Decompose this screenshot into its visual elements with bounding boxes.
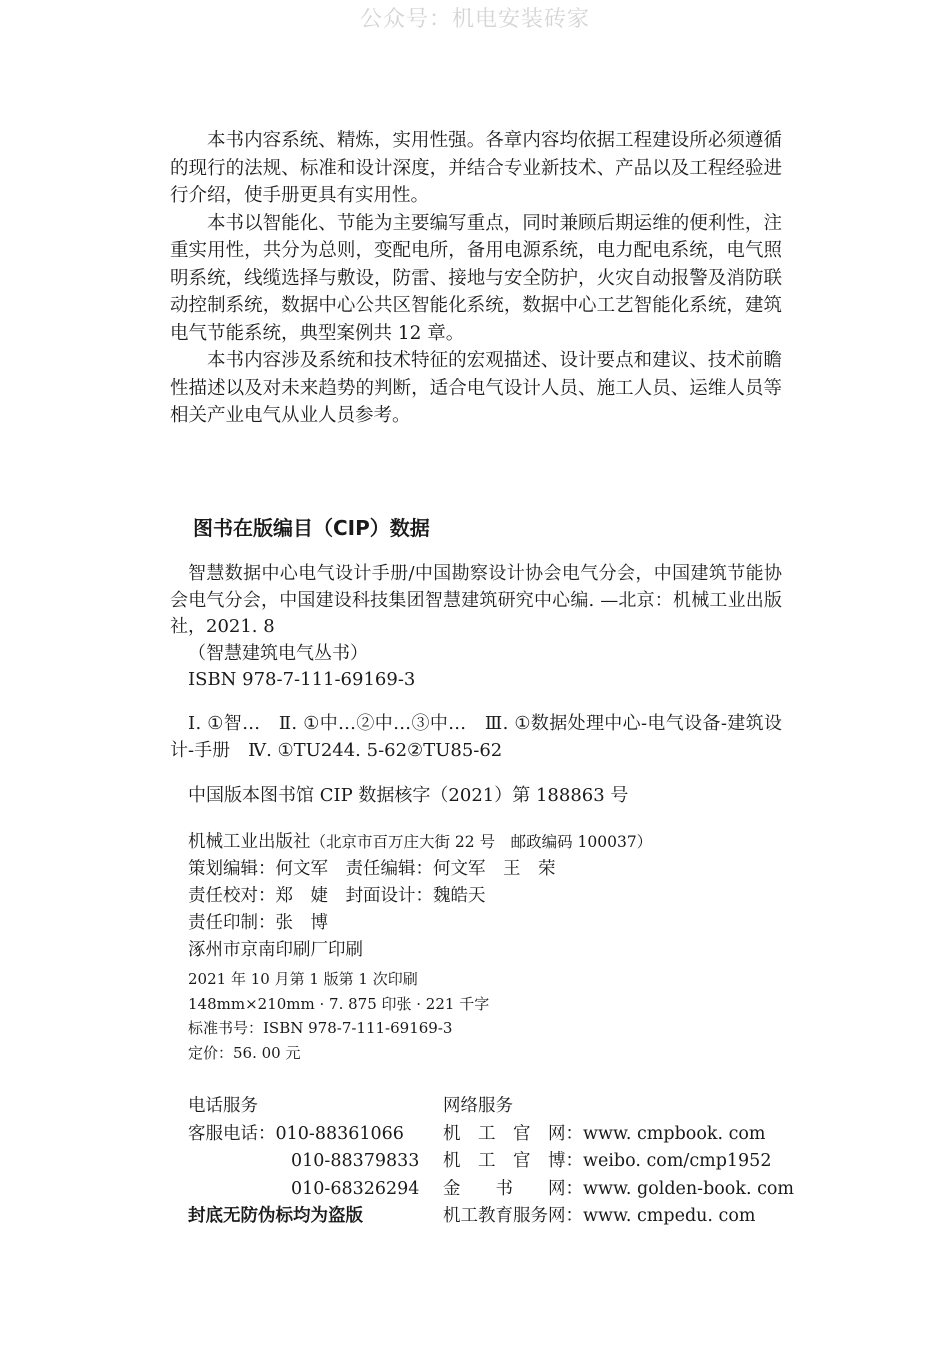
proofreader: 责任校对：郑 婕 封面设计：魏皓天 bbox=[188, 886, 486, 906]
publisher-info bbox=[188, 829, 788, 964]
printer: 涿州市京南印刷厂印刷 bbox=[188, 940, 363, 960]
cip-classification: Ⅰ. ①智… Ⅱ. ①中…②中…③中… Ⅲ. ①数据处理中心-电气设备-建筑设计-手册 Ⅳ. ①TU244. 5-62②TU85-62 bbox=[170, 713, 782, 761]
planning-editor: 策划编辑：何文军 责任编辑：何文军 王 荣 bbox=[188, 859, 556, 879]
print-manager: 责任印制：张 博 bbox=[188, 913, 328, 933]
phone-number: 010-88361066 bbox=[275, 1123, 404, 1144]
cip-number: 中国版本图书馆 CIP 数据核字（2021）第 188863 号 bbox=[188, 785, 629, 806]
cip-isbn: ISBN 978-7-111-69169-3 bbox=[188, 669, 416, 690]
cip-classification-block bbox=[170, 711, 782, 764]
watermark: 公众号：机电安装砖家 bbox=[359, 7, 590, 32]
intro-paragraph: 本书内容涉及系统和技术特征的宏观描述、设计要点和建议、技术前瞻性描述以及对未来趋势的判断，适合电气设计人员、施工人员、运维人员等相关产业电气从业人员参考。 bbox=[170, 350, 782, 426]
cip-main-entry-block bbox=[170, 561, 782, 694]
phone-number: 010-68326294 bbox=[291, 1178, 420, 1199]
standard-number: 标准书号：ISBN 978-7-111-69169-3 bbox=[188, 1019, 453, 1037]
anti-piracy-notice: 封底无防伪标均为盗版 bbox=[188, 1206, 363, 1226]
edition: 2021 年 10 月第 1 版第 1 次印刷 bbox=[188, 970, 418, 988]
cip-number-block bbox=[170, 783, 782, 810]
cip-series: （智慧建筑电气丛书） bbox=[188, 642, 368, 664]
phone-services bbox=[188, 1093, 419, 1231]
phone-line-1 bbox=[188, 1121, 419, 1149]
price: 定价：56. 00 元 bbox=[188, 1043, 301, 1062]
web-education: 机工教育服务网：www. cmpedu. com bbox=[443, 1206, 756, 1226]
intro-paragraph: 本书内容系统、精炼，实用性强。各章内容均依据工程建设所必须遵循的现行的法规、标准和设计深度，并结合专业新技术、产品以及工程经验进行介绍，使手册更具有实用性。 bbox=[170, 130, 782, 206]
web-golden-book: 金 书 网：www. golden-book. com bbox=[443, 1178, 794, 1199]
publisher-address: （北京市百万庄大街 22 号 邮政编码 100037） bbox=[310, 833, 653, 851]
cip-main-entry: 智慧数据中心电气设计手册/中国勘察设计协会电气分会，中国建筑节能协会电气分会，中国建设科技集团智慧建筑研究中心编. —北京：机械工业出版社，2021. 8 bbox=[170, 563, 782, 637]
web-official-weibo: 机 工 官 博：weibo. com/cmp1952 bbox=[443, 1151, 772, 1171]
web-header: 网络服务 bbox=[443, 1096, 513, 1116]
phone-header: 电话服务 bbox=[188, 1096, 258, 1116]
cip-title: 图书在版编目（CIP）数据 bbox=[193, 516, 430, 540]
book-introduction bbox=[170, 127, 782, 430]
edition-info bbox=[188, 967, 788, 1065]
publisher-line bbox=[188, 829, 788, 856]
intro-paragraph: 本书以智能化、节能为主要编写重点，同时兼顾后期运维的便利性，注重实用性，共分为总则，变配电所，备用电源系统，电力配电系统，电气照明系统，线缆选择与敷设，防雷、接地与安全防护，火灾自动报警及消防联动控制系统，数据中心公共区智能化系统，数据中心工艺智能化系统，建筑电气节能系统，典型案例共 12 章。 bbox=[170, 212, 782, 344]
phone-number: 010-88379833 bbox=[291, 1151, 420, 1171]
web-services bbox=[443, 1093, 794, 1231]
phone-label: 客服电话： bbox=[188, 1123, 276, 1144]
web-official-site: 机 工 官 网：www. cmpbook. com bbox=[443, 1123, 766, 1144]
publisher-name: 机械工业出版社 bbox=[188, 832, 311, 852]
book-format: 148mm×210mm · 7. 875 印张 · 221 千字 bbox=[188, 994, 490, 1013]
